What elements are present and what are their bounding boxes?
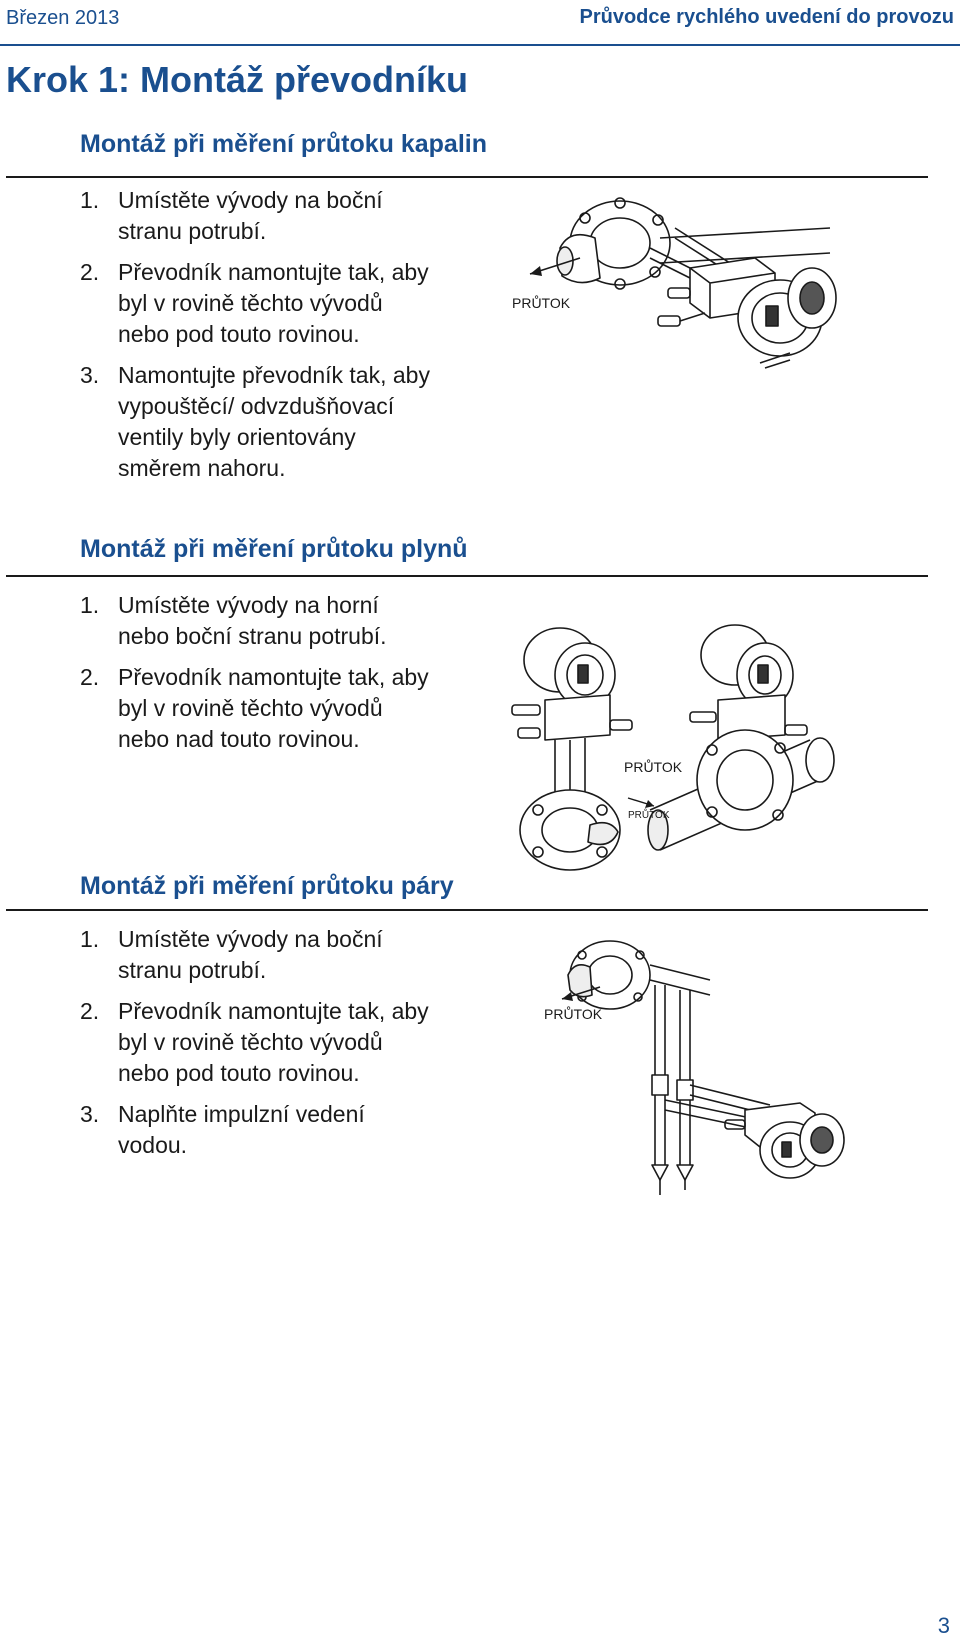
header-date: Březen 2013 [6, 7, 120, 29]
section-gas-divider [6, 575, 928, 577]
section-steam-divider [6, 909, 928, 911]
flow-label: PRŮTOK [624, 759, 683, 775]
section-steam-steps [80, 924, 430, 1171]
page-title: Krok 1: Montáž převodníku [6, 59, 469, 100]
flow-arrow-icon [510, 248, 620, 318]
flow-label: PRŮTOK [544, 1006, 603, 1022]
header-divider [0, 44, 960, 46]
section-gas-steps [80, 590, 430, 765]
page-number: 3 [937, 1613, 950, 1638]
section-steam-title: Montáž při měření průtoku páry [80, 872, 454, 900]
list-item: 2. Převodník namontujte tak, aby byl v rovině těchto vývodů nebo pod touto rovinou. [80, 998, 429, 1086]
gas-mounting-figure [500, 620, 880, 880]
steam-mounting-figure [544, 935, 880, 1260]
list-item: 2. Převodník namontujte tak, aby byl v rovině těchto vývodů nebo pod touto rovinou. [80, 259, 429, 347]
section-liquid-title: Montáž při měření průtoku kapalin [80, 130, 487, 158]
list-item: 3. Namontujte převodník tak, aby vypouštěcí/ odvzdušňovací ventily byly orientovány směrem nahoru. [80, 362, 430, 481]
section-gas-title: Montáž při měření průtoku plynů [80, 535, 468, 563]
flow-arrow-icon [620, 750, 710, 820]
section-liquid-divider [6, 176, 928, 178]
flow-arrow-icon [540, 985, 650, 1035]
header-doc-title: Průvodce rychlého uvedení do provozu [579, 6, 954, 28]
list-item: 1. Umístěte vývody na horní nebo boční stranu potrubí. [80, 592, 387, 649]
section-liquid-steps [80, 185, 430, 494]
list-item: 1. Umístěte vývody na boční stranu potrubí. [80, 926, 383, 983]
flow-label-small: PRŮTOK [628, 810, 670, 820]
liquid-mounting-figure [512, 188, 860, 398]
flow-label: PRŮTOK [512, 295, 571, 311]
list-item: 3. Naplňte impulzní vedení vodou. [80, 1101, 365, 1158]
list-item: 1. Umístěte vývody na boční stranu potrubí. [80, 187, 383, 244]
list-item: 2. Převodník namontujte tak, aby byl v rovině těchto vývodů nebo nad touto rovinou. [80, 664, 429, 752]
